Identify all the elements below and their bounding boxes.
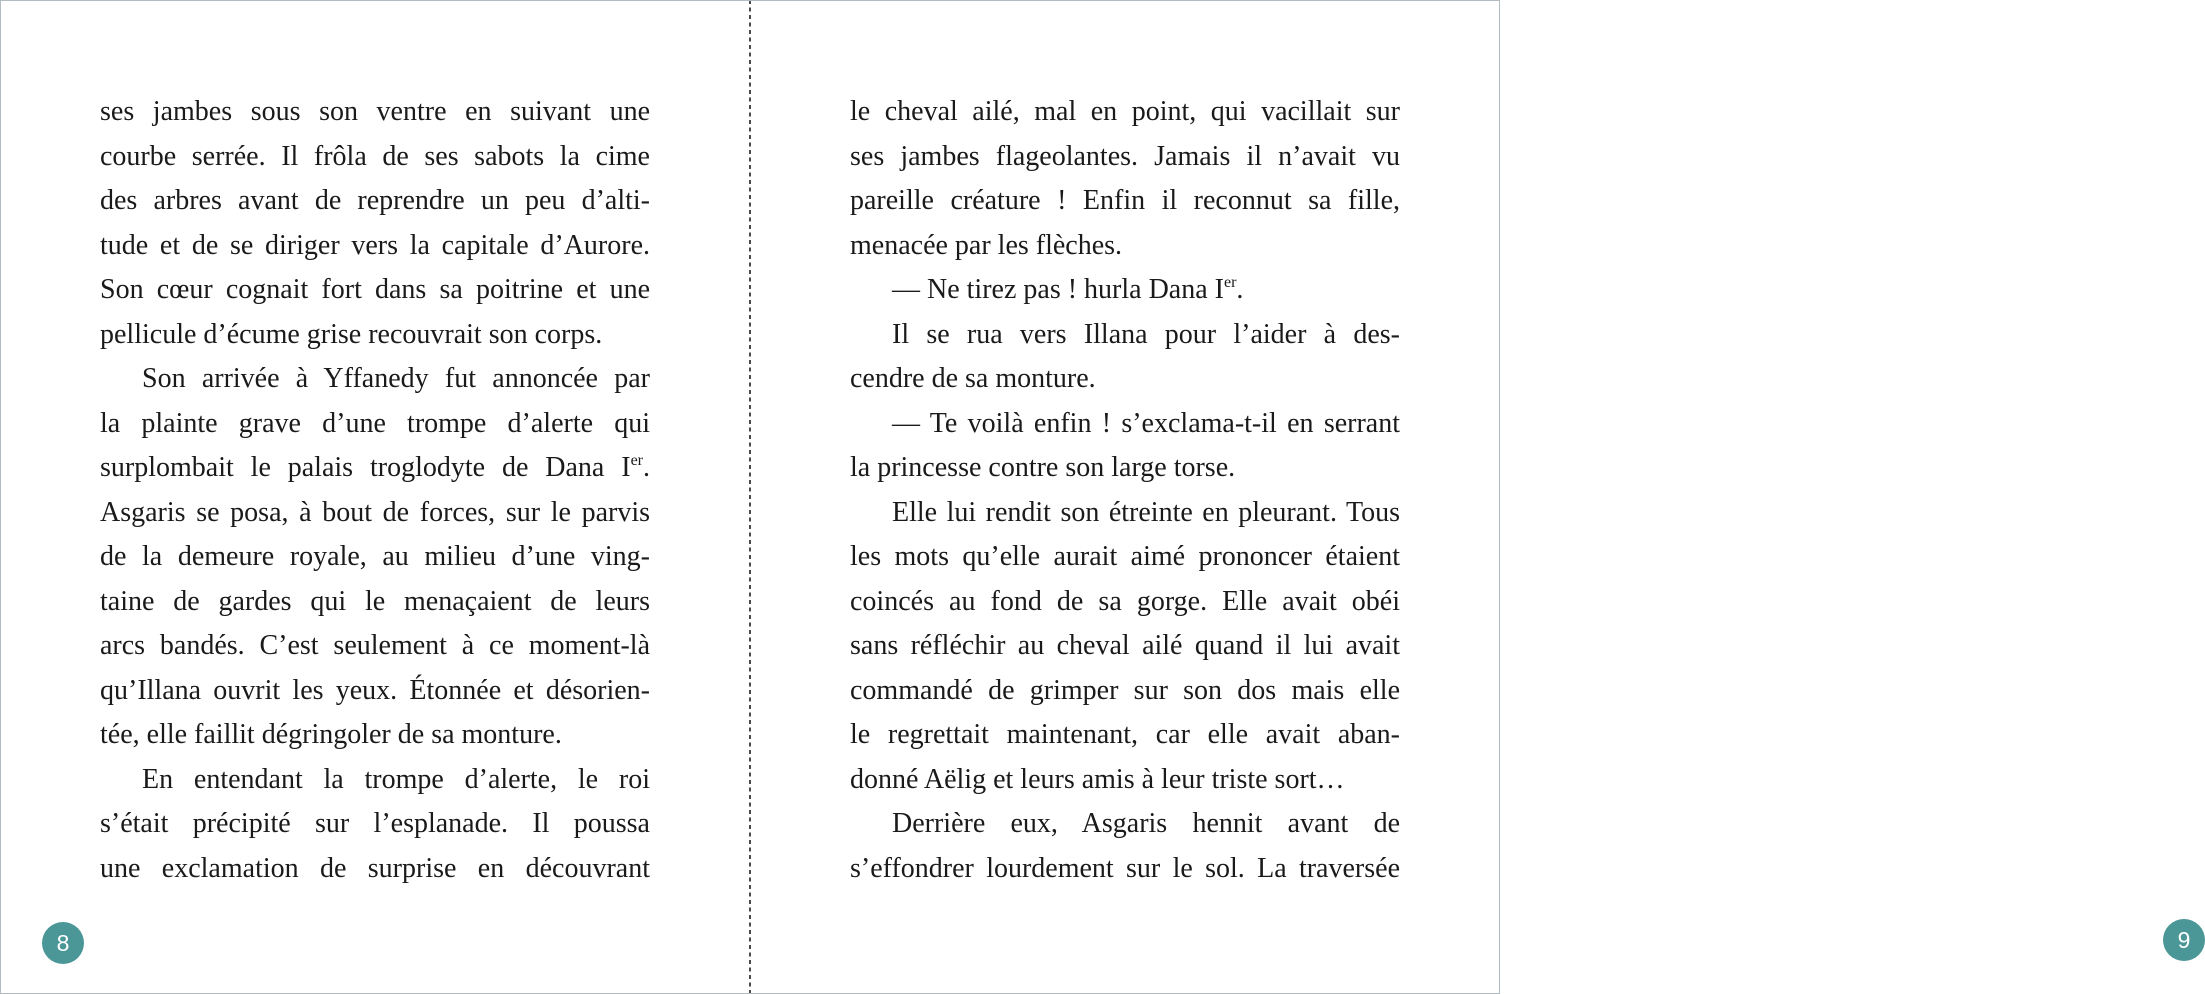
superscript-ordinal: er — [630, 451, 643, 469]
text-line: une exclamation de surprise en découvrant — [100, 852, 650, 884]
text-line: tude et de se diriger vers la capitale d’Aurore. — [100, 229, 650, 261]
text-line: commandé de grimper sur son dos mais elle — [850, 674, 1400, 706]
text-line: Il se rua vers Illana pour l’aider à des- — [892, 318, 1400, 350]
text-line: menacée par les flèches. — [850, 229, 1123, 261]
text-line: donné Aëlig et leurs amis à leur triste sort… — [850, 763, 1345, 795]
text-line: surplombait le palais troglodyte de Dana Ier. — [100, 451, 650, 483]
text-line: sans réfléchir au cheval ailé quand il lui avait — [850, 630, 1400, 661]
text-line: ses jambes sous son ventre en suivant une — [100, 96, 650, 127]
text-line: qu’Illana ouvrit les yeux. Étonnée et désorien- — [100, 674, 650, 706]
text-line: tée, elle faillit dégringoler de sa monture. — [100, 719, 562, 750]
text-line: coincés au fond de sa gorge. Elle avait obéi — [850, 585, 1400, 617]
text-line: — Ne tirez pas ! hurla Dana Ier. — [892, 273, 1244, 305]
text-line: Son arrivée à Yffanedy fut annoncée par — [142, 363, 650, 394]
text-line: les mots qu’elle aurait aimé prononcer étaient — [850, 541, 1400, 572]
superscript-ordinal: er — [1223, 273, 1237, 291]
text-line: de la demeure royale, au milieu d’une ving- — [100, 541, 650, 572]
text-line: courbe serrée. Il frôla de ses sabots la cime — [100, 140, 650, 172]
text-line: des arbres avant de reprendre un peu d’alti- — [100, 185, 650, 216]
text-line: cendre de sa monture. — [850, 363, 1096, 394]
page-right-text-block — [850, 90, 1400, 891]
text-line: Asgaris se posa, à bout de forces, sur le parvis — [100, 496, 650, 528]
text-line: la plainte grave d’une trompe d’alerte qui — [100, 407, 650, 439]
page-divider-dashed-line — [749, 0, 751, 994]
page-right — [750, 0, 2191, 994]
text-line: le cheval ailé, mal en point, qui vacillait sur — [850, 96, 1400, 127]
text-line: Derrière eux, Asgaris hennit avant de — [892, 808, 1400, 839]
text-line: la princesse contre son large torse. — [850, 452, 1236, 483]
text-line: s’était précipité sur l’esplanade. Il poussa — [100, 808, 650, 839]
text-line: pellicule d’écume grise recouvrait son corps. — [100, 318, 603, 350]
text-line: En entendant la trompe d’alerte, le roi — [142, 763, 650, 795]
page-left-text-block — [100, 90, 650, 891]
text-line: s’effondrer lourdement sur le sol. La traversée — [850, 852, 1400, 884]
text-line: Son cœur cognait fort dans sa poitrine et une — [100, 274, 650, 305]
page-number-badge-left: 8 — [42, 922, 84, 964]
page-number-badge-right: 9 — [2163, 919, 2205, 961]
text-line: arcs bandés. C’est seulement à ce moment-là — [100, 630, 650, 661]
text-line: — Te voilà enfin ! s’exclama-t-il en serrant — [892, 407, 1400, 439]
text-line: taine de gardes qui le menaçaient de leurs — [100, 585, 650, 617]
text-line: Elle lui rendit son étreinte en pleurant. Tous — [892, 496, 1400, 528]
text-line: ses jambes flageolantes. Jamais il n’avait vu — [850, 140, 1400, 172]
text-line: pareille créature ! Enfin il reconnut sa fille, — [850, 185, 1400, 216]
page-left — [0, 0, 750, 994]
text-line: le regrettait maintenant, car elle avait aban- — [850, 719, 1400, 750]
